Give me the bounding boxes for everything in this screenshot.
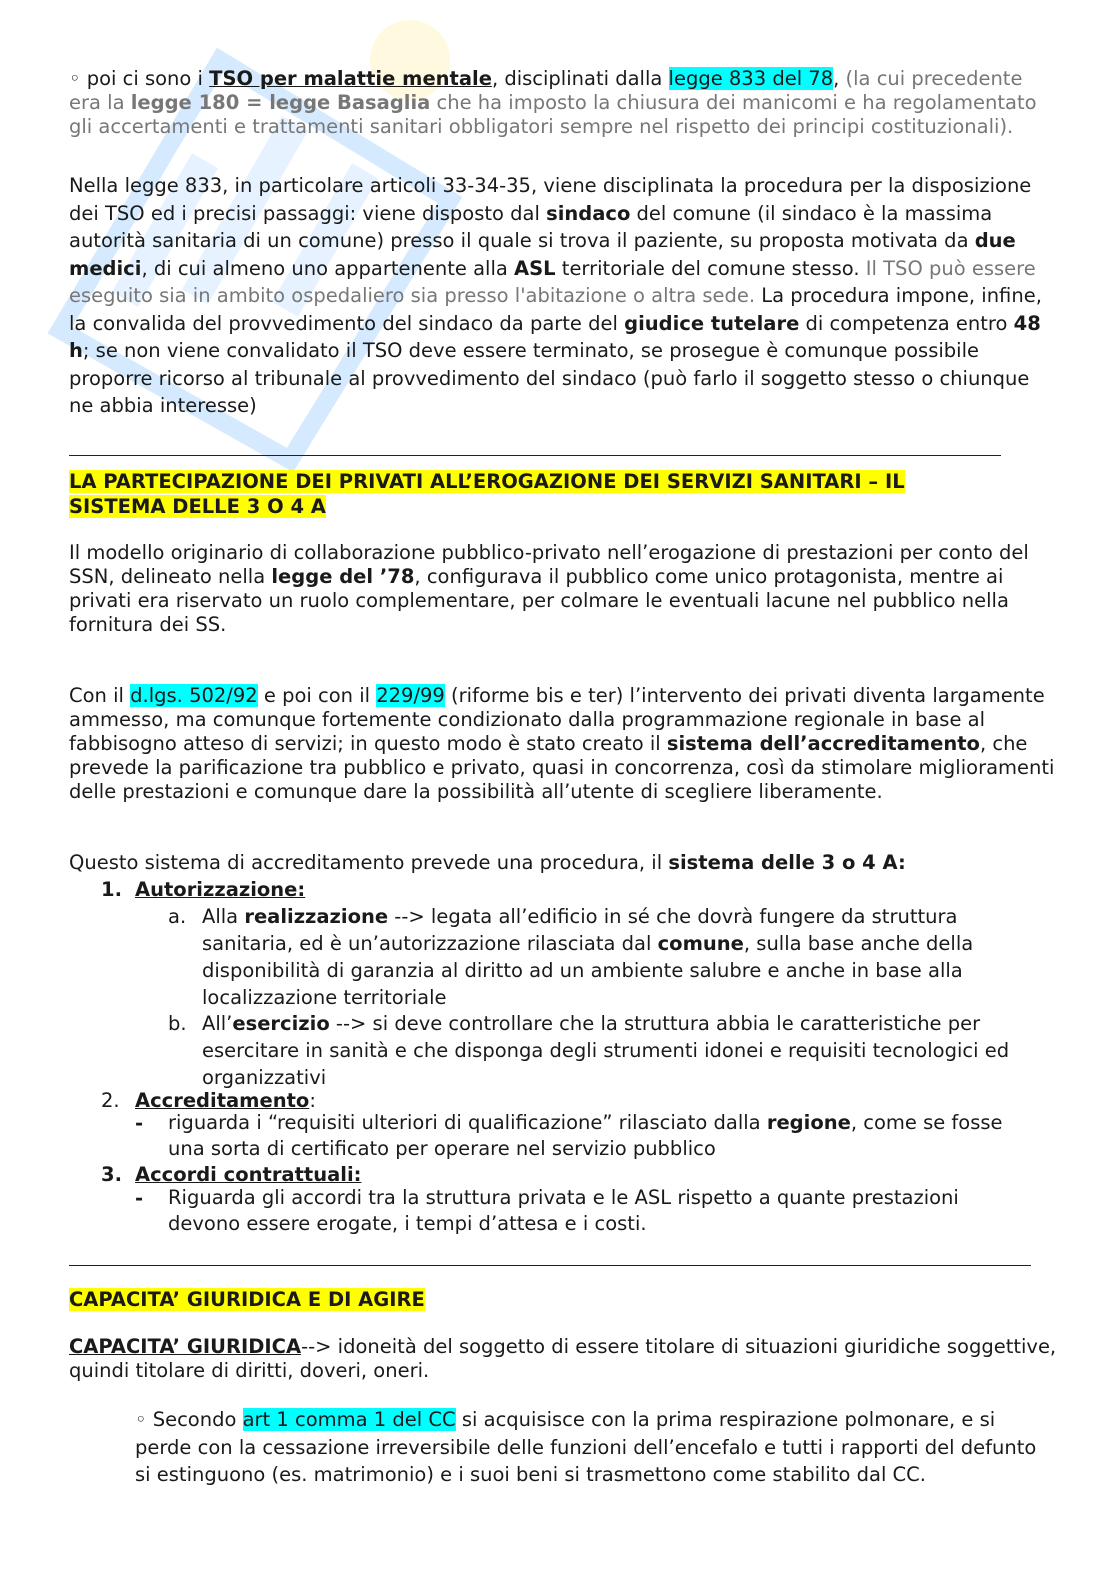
art-1-cc-highlight: art 1 comma 1 del CC (242, 1408, 456, 1431)
section-heading-capacita: CAPACITA’ GIURIDICA E DI AGIRE (69, 1288, 425, 1311)
list-letter-a: a. (168, 905, 187, 928)
section-divider (69, 1265, 1031, 1266)
list-letter-b: b. (168, 1012, 187, 1035)
partecipazione-paragraph-1: Il modello originario di collaborazione pubblico-privato nell’erogazione di prestazioni per conto del SSN, delineato nella legge del ’78, configurava il pubblico come unico protagonista, mentre ai privati era riservato un ruolo complementare, per colmare le eventuali lacune nel pubblico nella fornitura dei SS. (69, 541, 1029, 636)
tso-intro-paragraph: ◦ poi ci sono i TSO per malattie mentale, disciplinati dalla legge 833 del 78, (la cui precedente era la legge 180 = legge Basaglia che ha imposto la chiusura dei manicomi e ha regolamentato gli accertamenti e trattamenti sanitari obbligatori sempre nel rispetto dei principi costituzionali). (69, 67, 1037, 138)
list-item-esercizio: All’esercizio --> si deve controllare che la struttura abbia le caratteristiche per esercitare in sanità e che disponga degli strumenti idonei e requisiti tecnologici ed organizzativi (202, 1012, 1010, 1089)
partecipazione-paragraph-3: Questo sistema di accreditamento prevede una procedura, il sistema delle 3 o 4 A: (69, 851, 906, 874)
list-number-2: 2. (101, 1089, 120, 1112)
capacita-giuridica-definition: CAPACITA’ GIURIDICA--> idoneità del soggetto di essere titolare di situazioni giuridiche soggettive, quindi titolare di diritti, doveri, oneri. (69, 1335, 1057, 1382)
list-item-accreditamento: Accreditamento: (135, 1089, 316, 1112)
list-item-accordi-text: Riguarda gli accordi tra la struttura privata e le ASL rispetto a quante prestazioni devono essere erogate, i tempi d’attesa e i costi. (168, 1186, 959, 1235)
list-item-accreditamento-text: riguarda i “requisiti ulteriori di qualificazione” rilasciato dalla regione, come se fosse una sorta di certificato per operare nel servizio pubblico (168, 1111, 1003, 1160)
list-item-realizzazione: Alla realizzazione --> legata all’edificio in sé che dovrà fungere da struttura sanitaria, ed è un’autorizzazione rilasciata dal comune, sulla base anche della disponibilità di garanzia al diritto ad un ambiente salubre e anche in base alla localizzazione territoriale (202, 905, 974, 1009)
section-heading-partecipazione: LA PARTECIPAZIONE DEI PRIVATI ALL’EROGAZIONE DEI SERVIZI SANITARI – IL SISTEMA DELLE 3 O 4 A (69, 470, 905, 518)
list-item-autorizzazione: Autorizzazione: (135, 878, 306, 901)
tso-procedure-paragraph: Nella legge 833, in particolare articoli 33-34-35, viene disciplinata la procedura per la disposizione dei TSO ed i precisi passaggi: viene disposto dal sindaco del comune (il sindaco è la massima autorità sanitaria di un comune) presso il quale si trova il paziente, su proposta motivata da due medici, di cui almeno uno appartenente alla ASL territoriale del comune stesso. Il TSO può essere eseguito sia in ambito ospedaliero sia presso l'abitazione o altra sede. La procedura impone, infine, la convalida del provvedimento del sindaco da parte del giudice tutelare di competenza entro 48 h; se non viene convalidato il TSO deve essere terminato, se prosegue è comunque possibile proporre ricorso al tribunale al provvedimento del sindaco (può farlo il soggetto stesso o chiunque ne abbia interesse) (69, 174, 1042, 417)
law-229-highlight: 229/99 (376, 684, 445, 707)
dlgs-502-highlight: d.lgs. 502/92 (130, 684, 258, 707)
capacita-bullet-1: ◦ Secondo art 1 comma 1 del CC si acquisisce con la prima respirazione polmonare, e si perde con la cessazione irreversibile delle funzioni dell’encefalo e tutti i rapporti del defunto si estinguono (es. matrimonio) e i suoi beni si trasmettono come stabilito dal CC. (135, 1408, 1037, 1486)
list-item-accordi: Accordi contrattuali: (135, 1163, 362, 1186)
tso-term: TSO per malattie mentale (209, 67, 492, 90)
list-number-3: 3. (101, 1163, 122, 1186)
partecipazione-paragraph-2: Con il d.lgs. 502/92 e poi con il 229/99 (riforme bis e ter) l’intervento dei privati diventa largamente ammesso, ma comunque fortemente condizionato dalla programmazione regionale in base al fabbisogno atteso di servizi; in questo modo è stato creato il sistema dell’accreditamento, che prevede la parificazione tra pubblico e privato, quasi in concorrenza, così da stimolare miglioramenti delle prestazioni e comunque dare la possibilità all’utente di scegliere liberamente. (69, 684, 1055, 803)
law-833-highlight: legge 833 del 78 (668, 67, 834, 90)
list-dash-2: - (135, 1112, 144, 1135)
list-dash-3: - (135, 1187, 144, 1210)
list-number-1: 1. (101, 878, 122, 901)
section-divider (69, 455, 1001, 456)
